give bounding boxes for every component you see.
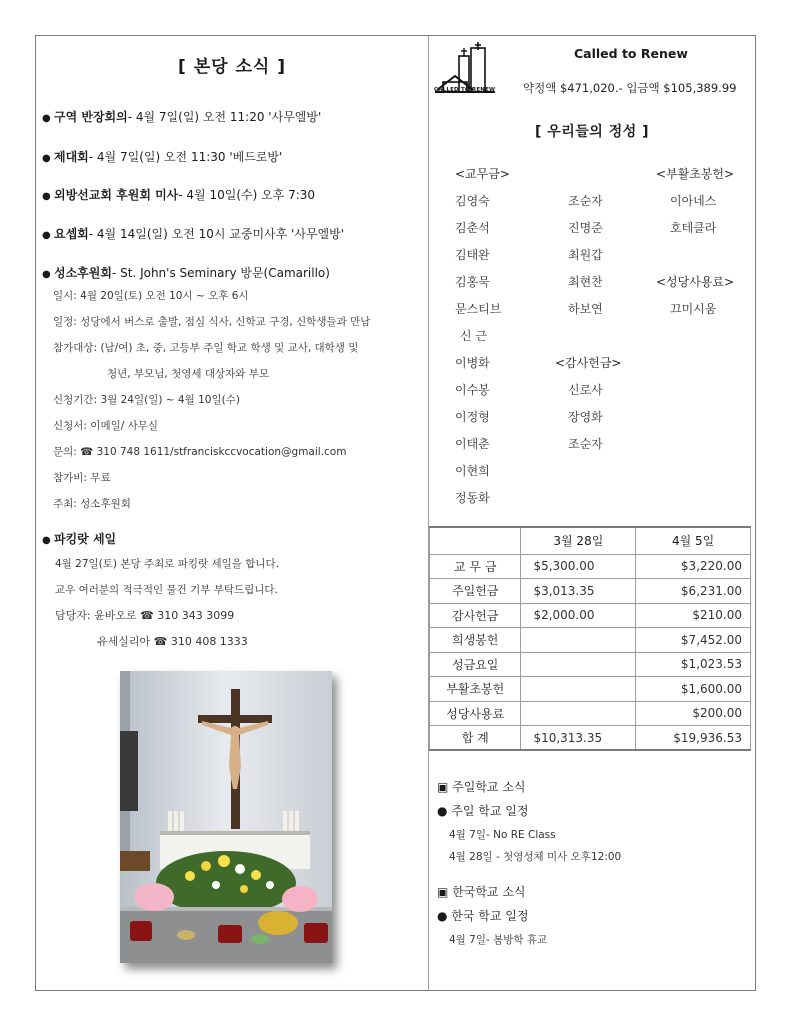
called-to-renew-logo (435, 42, 497, 102)
table-row: 부활초봉헌 $1,600.00 (430, 677, 751, 702)
offerings-column (429, 36, 755, 990)
seminary-detail: 주최: 성소후원회 (53, 498, 131, 510)
seminary-detail: 신청서: 이메일/ 사무실 (53, 420, 159, 432)
logo-caption: CALLED TO RENEW (434, 87, 496, 93)
sunday-school-line: 4월 7일- No RE Class (449, 829, 556, 841)
dues-donor-list: <교무금> 김영숙 김춘석 김태완 김홍묵 문스티브 신 근 이병화 이수봉 이정형 이태춘 이현희 정동화 (455, 167, 510, 505)
table-total-row: 합 계 $10,313.35 $19,936.53 (430, 726, 751, 751)
table-row: 교 무 금 $5,300.00 $3,220.00 (430, 554, 751, 579)
parking-detail: 4월 27일(토) 본당 주최로 파킹랏 세일을 합니다. (55, 558, 280, 570)
news-item: ● 구역 반장회의- 4월 7일(일) 오전 11:20 '사무엘방' (42, 110, 322, 124)
parking-contact: 담당자: 윤바오로 ☎ 310 343 3099 (55, 609, 235, 622)
sunday-school-line: 4월 28일 - 첫영성체 미사 오후12:00 (449, 851, 622, 863)
parking-detail: 교우 여러분의 적극적인 물건 기부 부탁드립니다. (55, 584, 278, 596)
seminary-detail: 일정: 성당에서 버스로 출발, 점심 식사, 신학교 구경, 신학생들과 만남 (53, 316, 371, 328)
table-row: 주일헌금 $3,013.35 $6,231.00 (430, 579, 751, 604)
page-title: [ 본당 소식 ] (178, 57, 286, 77)
offerings-title: [ 우리들의 정성 ] (534, 124, 650, 140)
korean-school-title: ▣ 한국학교 소식 (437, 885, 526, 899)
parish-news-column (36, 36, 428, 990)
thanksgiving-donor-list: <감사헌금> 신로사 장영화 조순자 (555, 356, 622, 451)
seminary-detail: 일시: 4월 20일(토) 오전 10시 ~ 오후 6시 (53, 290, 249, 302)
seminary-detail: 신청기간: 3월 24일(일) ~ 4월 10일(수) (53, 394, 240, 406)
news-item: ● 제대회- 4월 7일(일) 오전 11:30 '베드로방' (42, 150, 283, 164)
sunday-school-schedule-heading: ● 주일 학교 일정 (437, 804, 529, 818)
table-row: 희생봉헌 $7,452.00 (430, 628, 751, 653)
korean-school-schedule-heading: ● 한국 학교 일정 (437, 909, 529, 923)
dues-donor-list-continued: 조순자 진명준 최원갑 최현찬 하보연 (568, 194, 603, 316)
table-row: 성금요일 $1,023.53 (430, 652, 751, 677)
sunday-school-title: ▣ 주일학교 소식 (437, 780, 526, 794)
seminary-contact[interactable]: 문의: ☎ 310 748 1611/stfranciskccvocation@gmail.com (53, 446, 347, 458)
korean-school-line: 4월 7일- 봄방학 휴교 (449, 934, 548, 946)
news-item: ● 요셉회- 4월 14일(일) 오전 10시 교중미사후 '사무엘방' (42, 227, 345, 241)
church-rental-donor-list: <성당사용료> 끄미시움 (656, 275, 735, 316)
news-item: ● 파킹랏 세일 (42, 532, 117, 546)
parking-contact: 유세실리아 ☎ 310 408 1333 (97, 635, 248, 648)
campaign-title: Called to Renew (574, 46, 688, 61)
table-row: 감사헌금 $2,000.00 $210.00 (430, 603, 751, 628)
pledge-amount: 약정액 $471,020.- 입금액 $105,389.99 (523, 81, 737, 95)
table-row: 성당사용료 $200.00 (430, 701, 751, 726)
table-header-row: 3월 28일 4월 5일 (430, 527, 751, 554)
altar-photo (120, 671, 332, 963)
seminary-detail: 참가비: 무료 (53, 472, 111, 484)
easter-candle-donor-list: <부활초봉헌> 이아네스 호테클라 (656, 167, 735, 235)
seminary-detail: 청년, 부모님, 첫영세 대상자와 부모 (107, 368, 270, 380)
offering-totals-table (429, 526, 751, 751)
news-item: ● 성소후원회- St. John's Seminary 방문(Camarillo) (42, 266, 330, 280)
news-item: ● 외방선교회 후원회 미사- 4월 10일(수) 오후 7:30 (42, 188, 316, 202)
seminary-detail: 참가대상: (남/여) 초, 중, 고등부 주일 학교 학생 및 교사, 대학생 및 (53, 342, 359, 354)
